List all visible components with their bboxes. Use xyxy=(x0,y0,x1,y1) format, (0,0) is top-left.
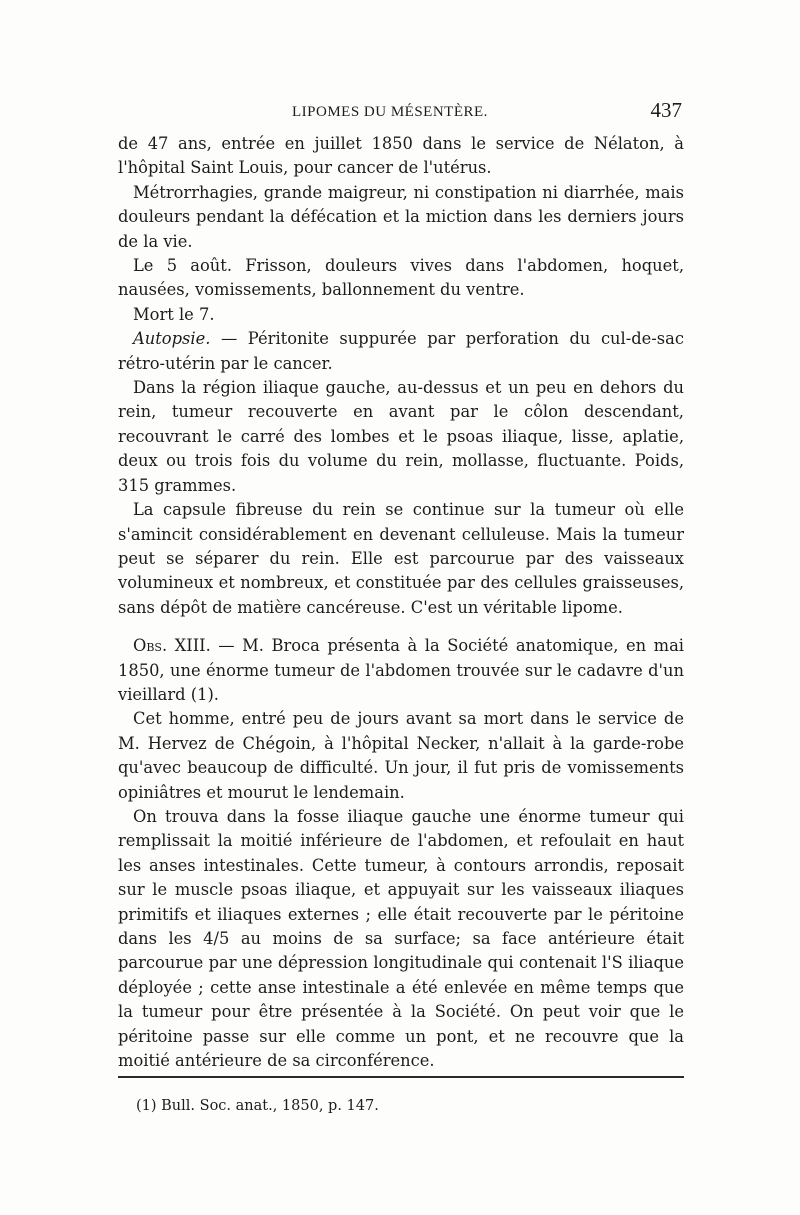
paragraph-text: — Péritonite suppurée par perforation du cul-de-sac rétro-utérin par le cancer. xyxy=(118,329,684,373)
page-number: 437 xyxy=(650,98,682,122)
paragraph-text: — M. Broca présenta à la Société anatomique, en mai 1850, une énorme tumeur de l'abdomen trouvée sur le cadavre d'un vieillard (1). xyxy=(118,636,684,704)
paragraph: Mort le 7. xyxy=(133,304,215,324)
paragraph: Dans la région iliaque gauche, au-dessus et un peu en dehors du rein, tumeur recouverte en avant par le côlon descendant, recouvrant le carré des lombes et le psoas iliaque, lisse, aplatie, deux ou trois fois du volume du rein, mollasse, fluctuante. Poids, 315 grammes. xyxy=(118,378,684,495)
paragraph: On trouva dans la fosse iliaque gauche une énorme tumeur qui remplissait la moitié inférieure de l'abdomen, et refoulait en haut les anses intestinales. Cette tumeur, à contours arrondis, reposait sur le muscle psoas iliaque, et appuyait sur les vaisseaux iliaques primitifs et iliaques externes ; elle était recouverte par le péritoine dans les 4/5 au moins de sa surface; sa face antérieure était parcourue par une dépression longitudinale qui contenait l'S iliaque déployée ; cette anse intestinale a été enlevée en même temps que la tumeur pour être présentée à la Société. On peut voir que le péritoine passe sur elle comme un pont, et ne recouvre que la moitié antérieure de sa circonférence. xyxy=(118,806,684,1071)
footnote: (1) Bull. Soc. anat., 1850, p. 147. xyxy=(136,1098,379,1114)
section-label: Autopsie. xyxy=(133,329,211,349)
paragraph: Cet homme, entré peu de jours avant sa mort dans le service de M. Hervez de Chégoin, à l'hôpital Necker, n'allait à la garde-robe qu'avec beaucoup de difficulté. Un jour, il fut pris de vomissements opiniâtres et mourut le lendemain. xyxy=(118,709,684,802)
body-text xyxy=(118,132,684,1073)
page-header xyxy=(118,98,684,128)
paragraph-autopsie xyxy=(118,327,684,376)
paragraph: de 47 ans, entrée en juillet 1850 dans le service de Nélaton, à l'hôpital Saint Louis, pour cancer de l'utérus. xyxy=(118,134,684,178)
paragraph-observation xyxy=(118,634,684,707)
paragraph: Métrorrhagies, grande maigreur, ni constipation ni diarrhée, mais douleurs pendant la défécation et la miction dans les derniers jours de la vie. xyxy=(118,182,684,251)
paragraph: La capsule fibreuse du rein se continue sur la tumeur où elle s'amincit considérablement en devenant celluleuse. Mais la tumeur peut se séparer du rein. Elle est parcourue par des vaisseaux volumineux et nombreux, et constituée par des cellules graisseuses, sans dépôt de matière cancéreuse. C'est un véritable lipome. xyxy=(118,500,684,617)
footnote-divider xyxy=(118,1076,684,1078)
running-title: LIPOMES DU MÉSENTÈRE. xyxy=(292,104,488,120)
paragraph: Le 5 août. Frisson, douleurs vives dans l'abdomen, hoquet, nausées, vomissements, ballonnement du ventre. xyxy=(118,256,684,300)
observation-label: Obs. XIII. xyxy=(133,636,211,656)
